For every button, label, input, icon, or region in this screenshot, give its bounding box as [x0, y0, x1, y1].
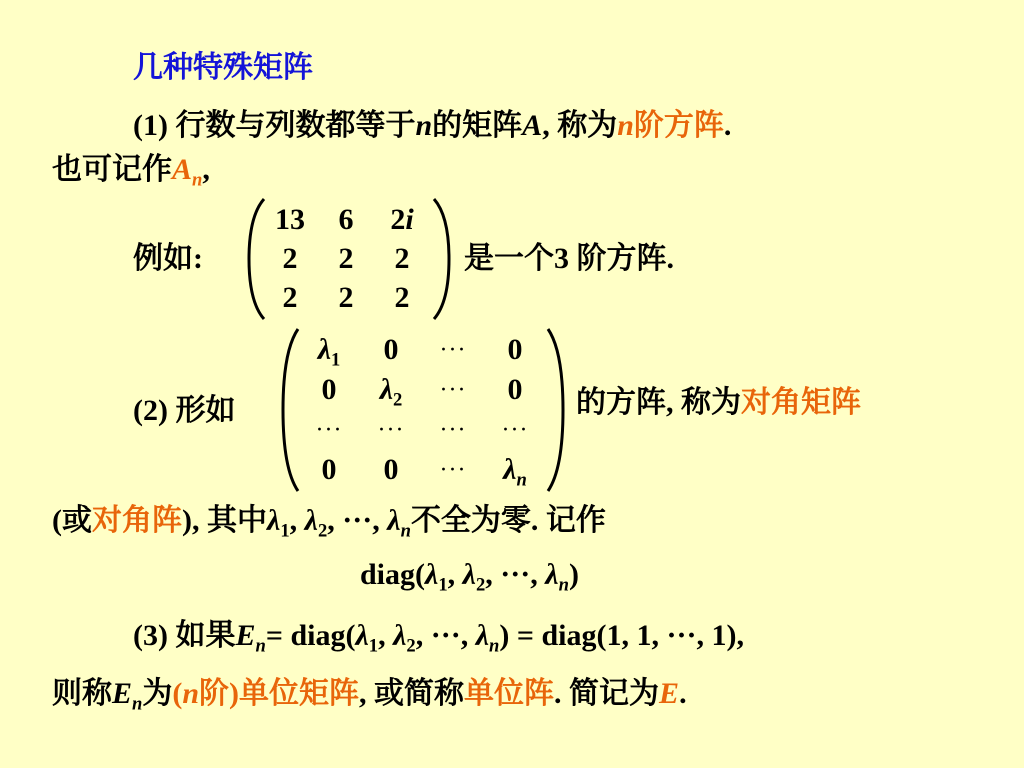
- matrix1-cell: 2: [338, 241, 354, 275]
- matrix2-cell: 0: [321, 453, 337, 486]
- matrix1-cell: 13: [275, 202, 305, 236]
- item2-text: 形如: [175, 394, 236, 427]
- item2-line1-start: [133, 393, 235, 429]
- item3-number: (3): [133, 619, 168, 652]
- item1-n-var: n: [415, 109, 433, 142]
- matrix2-cell: 0: [507, 333, 523, 366]
- title-text: 几种特殊矩阵: [133, 51, 313, 84]
- matrix2-right-paren: [544, 326, 568, 494]
- matrix1-cell: 6: [338, 202, 354, 236]
- item3-term-identity: 单位阵: [464, 677, 555, 710]
- item1-A-var: A: [522, 109, 543, 142]
- item2-term-diagonal: 对角阵: [92, 504, 182, 537]
- matrix1-cell: 2: [282, 280, 298, 314]
- matrix2-cell: ···: [439, 376, 467, 403]
- item1-An-A: A: [172, 153, 193, 186]
- item2-line2: (或对角阵), 其中$\lambda_1$, $\lambda_2$, ···, $\lambda_n$不全为零. 记作: [52, 504, 606, 542]
- matrix1-cell: 2: [338, 280, 354, 314]
- matrix2-cell: $\lambda_n$: [503, 453, 527, 491]
- matrix2-cell: ···: [315, 416, 343, 443]
- item3-term-identity-matrix: 阶)单位矩阵: [199, 677, 360, 710]
- item1-n-highlight: n: [617, 109, 634, 142]
- matrix1-cell: 2: [394, 241, 410, 275]
- item2-open: (或: [52, 504, 92, 537]
- matrix1-cell: 2: [282, 241, 298, 275]
- item1-number: (1): [133, 109, 168, 142]
- item2-after: [576, 385, 861, 421]
- matrix2-cell: ···: [501, 416, 529, 443]
- diag-notation: $diag(\lambda_1$, $\lambda_2$, ···, $\lambda_n$): [360, 558, 579, 596]
- matrix2-cell: ···: [377, 416, 405, 443]
- item1-text-b: 的矩阵: [432, 109, 523, 142]
- item3-line2: 则称$E_n$为(n阶)单位矩阵, 或简称单位阵. 简记为E.: [52, 677, 687, 715]
- diagonal-matrix: [298, 330, 546, 490]
- matrix1-right-paren: [430, 196, 454, 322]
- example-after-text: 是一个3 阶方阵.: [464, 242, 674, 275]
- matrix2-cell: 0: [507, 373, 523, 406]
- item1-line2-text: 也可记作: [52, 153, 172, 186]
- item3-text-a: 如果: [175, 619, 236, 652]
- item2-line2-b: ), 其中: [182, 504, 267, 537]
- matrix2-cell: 0: [383, 333, 399, 366]
- item1-period: .: [723, 109, 732, 142]
- example-after: [464, 241, 674, 277]
- item1-term-square-matrix: 阶方阵: [633, 109, 724, 142]
- matrix2-cell: ···: [439, 416, 467, 443]
- item1-line2: [52, 152, 210, 191]
- item2-number: (2): [133, 394, 168, 427]
- matrix2-cell: $\lambda_1$: [317, 333, 341, 371]
- item2-after-text: 的方阵, 称为: [576, 386, 741, 419]
- matrix1-cell: 2: [394, 280, 410, 314]
- item2-line2-c: 不全为零. 记作: [410, 504, 606, 537]
- slide-title: [133, 50, 313, 86]
- item2-term-diagonal-matrix: 对角矩阵: [741, 386, 861, 419]
- example-label: [133, 241, 203, 277]
- item1-An-sub: n: [192, 169, 203, 191]
- matrix1-cell: 2i: [390, 202, 414, 236]
- item1-line1: [133, 108, 731, 144]
- matrix2-cell: ···: [439, 336, 467, 363]
- item1-text-c: , 称为: [542, 109, 618, 142]
- matrix2-cell: 0: [383, 453, 399, 486]
- matrix2-cell: 0: [321, 373, 337, 406]
- item3-line1: (3) 如果$E_n=$ $diag(\lambda_1$, $\lambda_2$, ···, $\lambda_n$) = diag(1, 1, ···, 1),: [133, 619, 744, 657]
- example-matrix: [262, 200, 430, 318]
- matrix2-cell: $\lambda_2$: [379, 373, 403, 411]
- item1-line2-comma: ,: [202, 153, 210, 186]
- item1-text-a: 行数与列数都等于: [175, 109, 416, 142]
- example-label-text: 例如:: [133, 242, 203, 275]
- matrix2-cell: ···: [439, 456, 467, 483]
